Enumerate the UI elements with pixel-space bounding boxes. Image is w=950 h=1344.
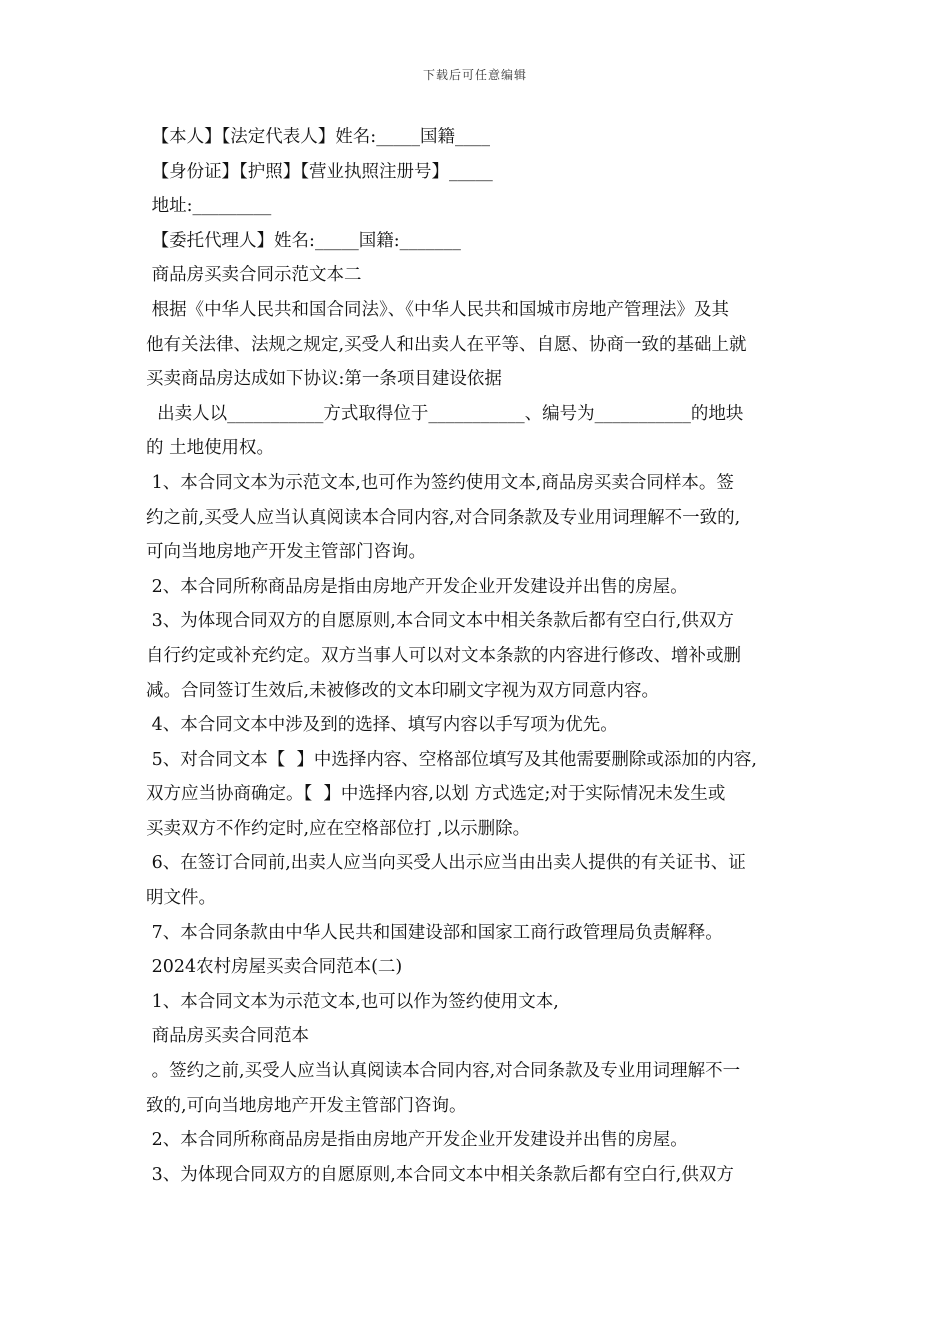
section-title: 2024农村房屋买卖合同范本(二)	[146, 957, 403, 978]
text-line: 4、本合同文本中涉及到的选择、填写内容以手写项为优先。	[146, 715, 618, 736]
text-line: 双方应当协商确定。【 】中选择内容,以划 方式选定;对于实际情况未发生或	[146, 784, 726, 805]
text-line: 地址:_________	[146, 196, 272, 217]
text-line: 买卖商品房达成如下协议:第一条项目建设依据	[146, 369, 502, 390]
text-line: 约之前,买受人应当认真阅读本合同内容,对合同条款及专业用词理解不一致的,	[146, 507, 741, 528]
text-line: 6、在签订合同前,出卖人应当向买受人出示应当由出卖人提供的有关证书、证	[146, 853, 746, 874]
text-line: 出卖人以___________方式取得位于___________、编号为___________的地块	[146, 403, 744, 424]
text-line: 3、为体现合同双方的自愿原则,本合同文本中相关条款后都有空白行,供双方	[146, 611, 734, 632]
text-line: 【委托代理人】姓名:_____国籍:_______	[146, 230, 461, 251]
section-title: 商品房买卖合同示范文本二	[146, 265, 362, 286]
text-line: 3、为体现合同双方的自愿原则,本合同文本中相关条款后都有空白行,供双方	[146, 1164, 734, 1185]
text-line: 2、本合同所称商品房是指由房地产开发企业开发建设并出售的房屋。	[146, 1130, 688, 1151]
header-note: 下载后可任意编辑	[422, 68, 527, 82]
text-line: 7、本合同条款由中华人民共和国建设部和国家工商行政管理局负责解释。	[146, 922, 723, 943]
text-line: 1、本合同文本为示范文本,也可作为签约使用文本,商品房买卖合同样本。签	[146, 472, 734, 493]
text-line: 【身份证】【护照】【营业执照注册号】_____	[146, 161, 493, 182]
text-line: 买卖双方不作约定时,应在空格部位打 ,以示删除。	[146, 818, 531, 839]
section-title: 商品房买卖合同范本	[146, 1026, 310, 1047]
text-line: 自行约定或补充约定。双方当事人可以对文本条款的内容进行修改、增补或删	[146, 645, 741, 666]
text-line: 的 土地使用权。	[146, 438, 275, 459]
text-line: 。签约之前,买受人应当认真阅读本合同内容,对合同条款及专业用词理解不一	[146, 1061, 741, 1082]
text-line: 5、对合同文本【 】中选择内容、空格部位填写及其他需要删除或添加的内容,	[146, 749, 757, 770]
document-body	[146, 120, 814, 1192]
text-line: 1、本合同文本为示范文本,也可以作为签约使用文本,	[146, 991, 559, 1012]
text-line: 根据《中华人民共和国合同法》、《中华人民共和国城市房地产管理法》及其	[146, 299, 730, 320]
text-line: 【本人】【法定代表人】姓名:_____国籍____	[146, 127, 490, 147]
text-line: 明文件。	[146, 888, 216, 909]
text-line: 可向当地房地产开发主管部门咨询。	[146, 542, 426, 563]
text-line: 2、本合同所称商品房是指由房地产开发企业开发建设并出售的房屋。	[146, 576, 688, 597]
text-line: 减。合同签订生效后,未被修改的文本印刷文字视为双方同意内容。	[146, 680, 660, 701]
text-line: 致的,可向当地房地产开发主管部门咨询。	[146, 1095, 467, 1116]
text-line: 他有关法律、法规之规定,买受人和出卖人在平等、自愿、协商一致的基础上就	[146, 334, 747, 355]
